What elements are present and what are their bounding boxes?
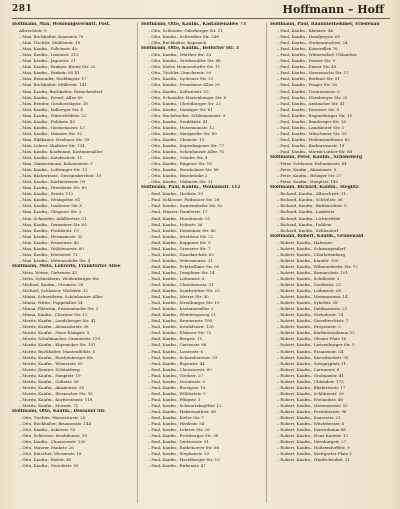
directory-entry: – Moritz, Kaufm., Goltzstr. 36 (19, 378, 79, 384)
directory-entry: – Robert, Kaufm., Fasanenstr. 34 (277, 348, 344, 354)
directory-entry: – Richard, Kaufm., Lichterfelde (277, 215, 341, 221)
directory-entry: – Paul, Kaufm., Lottumstr. 8 (148, 275, 205, 281)
directory-entry: – Paul, Kaufm., Boyenstr. 44 (148, 360, 205, 366)
directory-entry: – Robert, Kaufm., Giesebrechtstr. 7 (277, 318, 349, 324)
directory-entry: – Minna, Kaufm., Choriner Str. 12 (19, 312, 88, 318)
directory-entry: – Otto, Kaufm., Badstr. 40 (19, 457, 72, 463)
directory-entry: – Paul, Kaufm., Rheinstr. 46 (277, 28, 334, 34)
directory-entry: – Otto, Kaufm., Schwedter Str. 248 (148, 34, 219, 40)
directory-entry: – Paul, Kaufm., Straßburger Str. 19 (148, 300, 220, 306)
directory-entry: – Moritz, Buchhalter, Manteuffelstr. 8 (19, 348, 96, 354)
directory-entry: – Peter, Kaufm., Belziger Str. 27 (277, 173, 342, 179)
directory-entry: – Paul, Kaufm., Novalisstr. 5 (148, 378, 205, 384)
directory-entry: Hoffmann, Meta, Lehrerin, Frankfurter Allee (12, 263, 121, 269)
directory-entry: – Moritz, Kaufm., Motzstr. 71 (19, 402, 79, 408)
directory-entry: – Moritz, Kaufm., Köpenicker Str. 101 (19, 342, 96, 348)
directory-entry: – Otto, Kaufm., Bornholmer Str. 88 (148, 167, 219, 173)
directory-entry: – Otto, Buchhalter, Kopenick (148, 40, 206, 46)
page-header (12, 4, 390, 19)
directory-entry: – Robert, Kaufm., Leibnizstr. 60 (277, 288, 342, 294)
running-head: Hoffmann – Hoff (282, 3, 384, 16)
directory-entry: – Paul, Kaufm., Kieler Str. 7 (148, 415, 204, 421)
directory-entry: – Michael, Kaufm., Stromstr. 38 (19, 282, 84, 288)
directory-entry: – Otto, Kaufm., Wörther Str. 35 (148, 52, 212, 58)
directory-entry: – Moritz, Schuhmacher, Oranienstr. 159 (19, 336, 100, 342)
directory-entry: Hoffmann, Max, Wohnungsvermitt. Post. (12, 22, 111, 27)
directory-entry: – Max, Kaufm. Buchhalter, Reinickendorf (19, 88, 103, 94)
directory-entry: – Richard, Kaufm., Albrechtstr. 11 (277, 191, 346, 197)
directory-entry: – Robert, Kaufm., Lietzenburger Str. 5 (277, 342, 355, 348)
directory-entry: – Robert, Kaufm., Uhlandstr. 175 (277, 378, 344, 384)
directory-entry: – Moritz, Kaufm., Kurfürstenstr. 118 (19, 396, 93, 402)
directory-entry: – Paul, Kaufm., Passauer Str. 8 (277, 106, 339, 112)
directory-entry: – Robert, Kaufm., Niebuhrstr. 74 (277, 312, 344, 318)
directory-entry: – Robert, Kaufm., Kantstr. 130 (277, 257, 339, 263)
directory-entry: – Paul, Kaufm., Weinbergsweg 11 (148, 312, 216, 318)
directory-entry: – Paul, Kaufm., Martin-Luther-Str. 88 (277, 148, 353, 154)
directory-entry: – Paul, Kaufm., Bamberger Str. 50 (277, 118, 347, 124)
directory-entry: – Paul, Kaufm., Tieckstr. 27 (148, 372, 204, 378)
directory-entry: – Paul, Kaufm., Swinemünder Str. 82 (148, 203, 223, 209)
directory-entry: – Paul, Maurer, Ramlerstr. 17 (148, 209, 208, 215)
column-3 (270, 22, 389, 505)
directory-entry: – Robert, Kaufm., Schillerstr. 9 (277, 275, 340, 281)
directory-entry: Hoffmann, Peter, Kaufm., Schöneberg (270, 155, 363, 161)
directory-entry: – Peter, Schlosser, Kolonnenstr. 44 (277, 161, 347, 167)
directory-entry: – Robert, Kaufm., Charlottenburg (277, 251, 346, 257)
directory-entry: Hoffmann, Richard, Kaufm., Steglitz (270, 185, 359, 191)
directory-entry: Hoffmann, Otto, Kaufm., Belforter Str. 3 (141, 46, 239, 52)
directory-entry: – Moritz, Kaufm., Neue Königstr. 9 (19, 330, 90, 336)
directory-entry: – Paul, Kaufm., Ruppiner Str. 5 (148, 239, 211, 245)
directory-entry: – Paul, Kaufm., Münchener Str. 33 (277, 130, 347, 136)
directory-entry: – Paul, Kaufm., Havelberger Str. 13 (148, 457, 220, 463)
directory-entry: – Paul, Kaufm., Schwartzkopffstr. 12 (148, 402, 222, 408)
directory-entry: – Richard, Kaufm., Zehlendorf (277, 227, 339, 233)
directory-entry: – Max, Kaufm., Wrangelstr. 61 (19, 197, 81, 203)
directory-entry: – Paul, Kaufm., Emser Str. 43 (277, 64, 337, 70)
directory-entry: – Paul, Kaufm., Wöhlertstr. 9 (148, 390, 206, 396)
directory-entry: – Richard, Kaufm., Schloßstr. 36 (277, 197, 343, 203)
directory-entry: – Max, Kaufm., Kurfürstenstr. 59 (19, 179, 86, 185)
directory-entry: – Robert, Kaufm., Knesebeckstr. 90 (277, 354, 349, 360)
directory-entry: – Paul, Kaufm., Kaiserallee 78 (277, 46, 338, 52)
directory-entry: – Robert, Kaufm., Stuttgarter Platz 3 (277, 451, 352, 457)
directory-entry: – Max, Kaufm., Pankow, Breite Str. 22 (19, 64, 96, 70)
directory-entry: – Robert, Kaufm., Witzlebenstr. 4 (277, 421, 345, 427)
directory-entry: – Otto, Kaufm., Danziger Str. 81 (148, 106, 213, 112)
directory-entry: – Paul, Kaufm., Berliner Str. 51 (277, 76, 340, 82)
column-divider (137, 22, 138, 503)
directory-entry: – Robert, Kaufm., Carmerstr. 8 (277, 366, 340, 372)
directory-entry: – Max, Kaufm., Mainzer Str. 32 (19, 130, 83, 136)
directory-entry: – Max, Kaufm., Prinzenstr. 40 (19, 239, 79, 245)
directory-entry: Hoffmann, Otto, Kaufm., Dessauer Str. (12, 409, 106, 414)
directory-entry: – Paul, Kaufm., Nürnberger Str. 22 (277, 94, 348, 100)
directory-entry: – Paul, Kaufm., Perleberger Str. 38 (148, 433, 219, 439)
directory-entry: Hoffmann, Robert, Kaufm., Grunewald (270, 233, 364, 239)
directory-entry: – Max, Kaufm., Winterfeldtstr. 22 (19, 112, 87, 118)
directory-entry: – Paul, Kaufm., Stubenrauchstr. 24 (277, 40, 348, 46)
directory-entry: – Paul, Kaufm., Wilmersdorf, Uhlandstr. (277, 52, 358, 58)
directory-entry: – Max, Kaufm., Pücklerstr. 19 (19, 227, 79, 233)
directory-entry: – Robert, Kaufm., Neue Kantstr. 12 (277, 433, 349, 439)
directory-entry: – Paul, Kaufm., Ansbacher Str. 41 (277, 100, 345, 106)
directory-entry: – Max, Zimmermann, Kolonnenstr. 5 (19, 161, 93, 167)
directory-entry: – Paul, Kaufm., Prager Str. 30 (277, 82, 338, 88)
directory-entry: – Paul, Kaufm., Metzer Str. 40 (148, 294, 209, 300)
directory-entry: – Otto, Kaufm., Stargarder Str. 69 (148, 130, 217, 136)
directory-entry: – Moritz, Kaufm., Eisenacher Str. 55 (19, 390, 93, 396)
directory-entry: – Paul, Kaufm., Brunnenstr. 195 (148, 318, 213, 324)
directory-entry: – Max, Kaufm., Jagowstr. 21 (19, 58, 76, 64)
directory-entry: – Moritz, Kaufm., Landsberger Str. 41 (19, 318, 96, 324)
directory-entry: – Max, Tischler, Mühlenstr. 19 (19, 40, 81, 46)
directory-entry: – Paul, Kaufm., Chausseestr. 60 (148, 366, 212, 372)
directory-entry: – Robert, Kaufm., Mommsenstr. 55 (277, 402, 348, 408)
directory-entry: – Otto, Kaufm., Lychener Str. 25 (148, 76, 214, 82)
directory-entry: – Otto, Maler, Heinersdorfer Str. 11 (148, 64, 221, 70)
directory-entry: – Otto, Kaufm., Schönhauser Allee 70 (148, 148, 224, 154)
directory-entry: – Max, Kaufm., Linienstr. 213 (19, 52, 79, 58)
directory-entry: – Otto, Kutscher, Wiesenstr. 18 (19, 451, 82, 457)
column-2 (141, 22, 260, 505)
directory-entry: – Paul, Kaufm., Nassauische Str. 17 (277, 70, 349, 76)
directory-entry: – Paul, Kaufm., Barbarossastr. 19 (277, 142, 345, 148)
directory-entry: – Moritz, Kaufm., Hauptstr. 19 (19, 372, 81, 378)
directory-entry: – Max, Kaufm., Katzbachstr. 11 (19, 155, 83, 161)
directory-entry: – Otto, Kaufm., Ackerstr. 55 (19, 427, 76, 433)
directory-entry: – Max, Kaufm., Pankstr. 85 III (19, 70, 80, 76)
directory-entry: – Robert, Kaufm., Olivaer Platz 16 (277, 336, 347, 342)
directory-entry: – Paul, Kaufm., Handjerystr. 65 (277, 34, 341, 40)
directory-entry: – Paul, Kaufm., Veteranenstr. 21 (148, 257, 213, 263)
directory-entry: – Paul, Kaufm., Kastanienallee 2 (148, 306, 214, 312)
directory-entry: – Robert, Kaufm., Wielandstr. 46 (277, 396, 343, 402)
directory-entry: – Paul, Kaufm., Pflugstr. 3 (148, 396, 201, 402)
directory-entry: – Paul, Kaufm., Birkenstr. 47 (148, 463, 206, 469)
directory-entry: – Max, Kaufm., Hermannstr. 32 (19, 233, 83, 239)
directory-entry: – Robert, Kaufm., Droysenstr. 3 (277, 324, 341, 330)
directory-entry: – Paul, Kaufm., Fehrbelliner Str. 90 (148, 263, 220, 269)
directory-entry: – Robert, Kaufm., Suarezstr. 23 (277, 415, 341, 421)
directory-entry: – Max, Reisender, Weddingstr. 17 (19, 76, 87, 82)
directory-entry: – Paul, Kaufm., Scharnhorststr. 33 (148, 354, 218, 360)
directory-entry: – Max, Kaufm., Wienerstr. 11 (19, 251, 78, 257)
directory-entry: – Max, Kaufm., Lothringer Str. 13 (19, 167, 88, 173)
directory-entry: – Max, Kaufm., Demminer Str. 65 (19, 221, 87, 227)
directory-entry: – Michael, Schlosser, Wiclefstr. 12 (19, 288, 89, 294)
directory-entry: – Paul, Kaufm., Liesenstr. 6 (148, 348, 204, 354)
directory-entry: – Minna, Witwe, Pappelallee 34 (19, 300, 83, 306)
directory-entry: – Max, Kaufm., Lindower Str. 8 (19, 203, 82, 209)
directory-entry: – Moritz, Kaufm., Alexanderstr. 38 (19, 324, 89, 330)
directory-entry: – Robert, Kaufm., Holtzendorffstr. 9 (277, 445, 350, 451)
directory-entry: – Otto, Kaufm., Ystader Str. 4 (148, 155, 208, 161)
directory-entry: – Otto, Kaufm., Gleimstr. 15 (148, 136, 205, 142)
directory-entry: – Robert, Kaufm., Savignyplatz 11 (277, 360, 347, 366)
directory-entry: – Paul, Kaufm., Elsässer Str. 72 (148, 330, 212, 336)
directory-entry: – Paul, Kaufm., Rathenower Str. 66 (148, 445, 220, 451)
directory-entry: – Richard, Kaufm., Dahlem (277, 221, 332, 227)
directory-entry: – Max, Kaufm., Waldemarstr. 60 (19, 245, 84, 251)
directory-entry: – Paul, Kaufm., Lehrter Str. 26 (148, 427, 210, 433)
directory-entry: – Moritz, Kaufm., Reichenberger Str. (19, 354, 94, 360)
directory-entry: – Robert, Kaufm., Kurfürstendamm 52 (277, 330, 355, 336)
directory-entry: – Paul, Kaufm., Demminer Str. 45 (148, 227, 216, 233)
directory-entry: – Robert, Kaufm., Dahlmannstr. 21 (277, 306, 348, 312)
directory-entry: – Otto, Tischler, Wassertorstr. 26 (19, 415, 86, 421)
directory-entry: Hoffmann, Otto, Kaufm., Kastanienallee 73 (141, 22, 246, 27)
directory-entry: – Moritz, Kaufm., Wienerstr. 60 (19, 360, 83, 366)
directory-entry: – Max, Schneider, Adalbertstr. 21 (19, 215, 87, 221)
directory-entry: – Richard, Kaufm., Birkbuschstr. 5 (277, 203, 347, 209)
directory-entry: – Otto, Maurer, Pankstr. 26 (19, 445, 74, 451)
directory-entry: – Paul, Kaufm., Gartenstr. 88 (148, 342, 207, 348)
directory-entry: – Otto, Buchdrucker, Schliemannstr. 9 (148, 112, 226, 118)
directory-entry: – Otto, Kaufm., Chausseestr. 120 (19, 439, 86, 445)
directory-entry: – Otto, Buchhalter, Brunnenstr. 144 (19, 421, 92, 427)
directory-entry: – Paul, Kaufm., Quitzowstr. 91 (148, 439, 209, 445)
directory-entry: – Otto, Kaufm., Gerichtstr. 55 (19, 463, 79, 469)
directory-entry: – Moritz, Rentier, Schöneberg (19, 366, 80, 372)
directory-entry: – Otto, Kaufm., Bösebrücke 2 (148, 173, 208, 179)
directory-entry: – Minna, Plätterin, Swinemünder Str. 3 (19, 306, 99, 312)
directory-entry: – Paul, Kaufm., Trautenaustr. 6 (277, 88, 340, 94)
directory-entry: – Paul, Kaufm., Christinenstr. 31 (148, 282, 214, 288)
column-1 (12, 22, 131, 505)
directory-entry: – Otto, Kaufm., Prenzlauer Allee 29 (148, 82, 220, 88)
column-divider (266, 22, 267, 503)
directory-entry: – Max, Kaufm., Fidicinstr. 40 (19, 46, 78, 52)
directory-entry: – Meta, Witwe, Gartenstr. 41 (19, 269, 78, 275)
directory-entry: – Robert, Kaufm., Windscheidstr. 31 (277, 457, 350, 463)
directory-entry: Hoffmann, Paul, Bauunternehmer, Friedenau (270, 22, 380, 27)
directory-entry: – Otto, Schlosser, Invalidenstr. 39 (19, 433, 87, 439)
directory-entry: – Max, Bildhauer, Stralauer Str. 39 (19, 136, 90, 142)
directory-entry: – Moritz, Kaufm., Akazienstr. 28 (19, 384, 84, 390)
directory-entry: – Max, Lehrer, Skalitzer Str. 134 (19, 142, 85, 148)
directory-entry: Albrechtstr. 9 (19, 28, 47, 34)
directory-entry: – Robert, Kaufm., Pestalozzistr. 96 (277, 409, 347, 414)
directory-entry: – Meta, Schneiderin, Weißenburger Str. (19, 275, 100, 281)
directory-entry: – Paul, Kaufm., Strelitzer Str. 22 (148, 233, 214, 239)
directory-entry: – Robert, Kaufm., Schlüterstr. 29 (277, 390, 344, 396)
directory-entry: – Paul, Kaufm., Landshuter Str. 3 (277, 124, 344, 130)
directory-entry: – Otto, Kaufm., Husemannstr. 12 (148, 124, 215, 130)
directory-entry: – Paul, Kaufm., Hochstr. 39 (148, 191, 204, 197)
directory-entry: – Robert, Kaufm., Mommsenstr. 14 (277, 294, 348, 300)
directory-entry: – Robert, Kaufm., Bleibtreustr. 17 (277, 384, 346, 390)
directory-entry: – Paul, Kaufm., Stephanstr. 29 (148, 451, 210, 457)
directory-entry: – Max, Buchhalter, Kopenick 70 (19, 34, 84, 40)
directory-entry: – Paul, Kaufm., Pariser Str. 9 (277, 58, 336, 64)
directory-entry: – Peter, Kaufm., Hauptstr. 140 (277, 179, 339, 185)
directory-entry: – Robert, Kaufm., Sybelstr. 38 (277, 300, 338, 306)
directory-entry: – Max, Kaufm., Prenzl. Allee 69 (19, 94, 83, 100)
directory-entry: Hoffmann, Paul, Kaufm., Wollankstr. 112 (141, 185, 241, 191)
directory-entry: – Max, Kaufm., Dresdener Str. 89 (19, 185, 87, 191)
directory-entry: – Robert, Kaufm., Halensee (277, 239, 333, 245)
directory-entry: – Paul, Kaufm., Templiner Str. 14 (148, 269, 215, 275)
directory-entry: – Robert, Kaufm., Wilmersdorfer Str. 72 (277, 263, 358, 269)
directory-entry: – Paul, Kaufm., Saarbrücker Str. 23 (148, 288, 220, 294)
page-number: 281 (12, 4, 33, 14)
directory-entry: – Max, Kaufm., Seestr. 112 (19, 191, 74, 197)
directory-entry: – Paul, Kaufm., Granseer Str. 7 (148, 245, 211, 251)
directory-entry: – Paul, Kaufm., Voltastr. 36 (148, 221, 203, 227)
directory-entry: – Paul, Kaufm., Invalidenstr. 128 (148, 324, 214, 330)
directory-entry: – Max, Kaufm., Kolberger Str. 4 (19, 106, 83, 112)
directory-entry: – Otto, Kaufm., Sredzkistr. 41 (148, 118, 208, 124)
directory-entry: – Otto, Schlosser, Oderberger Str. 11 (148, 28, 223, 34)
directory-entry: – Robert, Kaufm., Schmargendorf (277, 245, 346, 251)
directory-entry: – Max, Rentier, Gotzkowskystr. 18 (19, 100, 88, 106)
directory-entry: – Max, Buchhalter, Müllerstr. 141 (19, 82, 87, 88)
directory-entry: – Max, Kaufm. Kaufmann, Kastanienallee (19, 148, 103, 154)
directory-entry: – Paul, Kaufm., Zionskirchstr. 63 (148, 251, 214, 257)
directory-entry: – Otto, Schneider, Marienburger Str. 8 (148, 94, 227, 100)
directory-entry: – Max, Bäckermstr., Georgenkirchstr. 19 (19, 173, 102, 179)
directory-entry: – Robert, Kaufm., Goethestr. 25 (277, 282, 341, 288)
directory-entry: – Paul, Kaufm., Habersaathstr. 40 (148, 409, 217, 414)
directory-entry: – Otto, Kaufm., Christburger Str. 23 (148, 100, 221, 106)
directory-entry: – Otto, Kaufm., Greifswalder Str. 48 (148, 58, 221, 64)
directory-entry: – Paul, Kaufm., Hussitenstr. 51 (148, 215, 211, 221)
directory-entry: – Otto, Tischler, Dunckerstr. 90 (148, 70, 212, 76)
directory-entry: – Paul, Kaufm., Regensburger Str. 15 (277, 112, 353, 118)
directory-entry: – Otto, Kaufm., Rügener Str. 16 (148, 161, 212, 167)
directory-entry: – Robert, Kaufm., Grolmanstr. 41 (277, 372, 345, 378)
directory-entry: – Peter, Kaufm., Akazienstr. 9 (277, 167, 337, 173)
directory-entry: – Max, Kaufm., Glogauer Str. 2 (19, 209, 82, 215)
directory-entry: – Paul, Kaufm., Bergstr. 15 (148, 336, 203, 342)
directory-entry: – Max, Kaufm., Fuldastr. 45 (19, 118, 75, 124)
directory-entry: – Otto, Kaufm., Kollwitzstr. 52 (148, 88, 209, 94)
directory-entry: – Max, Kaufm., Gneisenaustr. 13 (19, 124, 85, 130)
directory-entry: – Richard, Kaufm., Lankwitz (277, 209, 335, 215)
directory-entry: – Robert, Kaufm., Bismarckstr. 101 (277, 269, 349, 275)
directory-entry: – Otto, Kaufm., Kopenhagener Str. 77 (148, 142, 224, 148)
directory-entry: – Paul, Kaufm., Heidestr. 54 (148, 421, 205, 427)
directory-entry: – Robert, Kaufm., Dernburgstr. 27 (277, 439, 347, 445)
directory-entry: – Robert, Kaufm., Kaiserdamm 88 (277, 427, 346, 433)
directory-entry: – Paul, Kaufm., Borsigstr. 18 (148, 384, 206, 390)
directory-entry: – Paul, Schlosser, Putbusser Str. 28 (148, 197, 220, 203)
directory-entry: – Otto, Kaufm., Malmöer Str. 31 (148, 179, 213, 185)
directory-entry: – Paul, Kaufm., Hohenstaufenstr. 62 (277, 136, 350, 142)
directory-entry: – Minna, Schneiderin, Schönhauser Allee (19, 294, 103, 300)
directory-entry: – Max, Kaufm., Mittenwalder Str. 4 (19, 257, 91, 263)
